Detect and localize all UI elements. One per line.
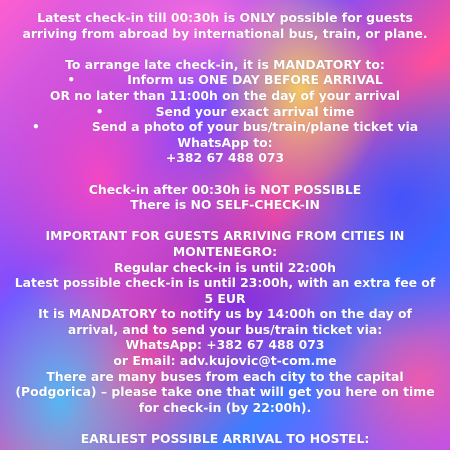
montenegro-heading-1: IMPORTANT FOR GUESTS ARRIVING FROM CITIES IN — [45, 228, 405, 244]
late-checkin-line-2: arriving from abroad by international bus, train, or plane. — [22, 25, 428, 41]
spacer — [0, 41, 450, 57]
requirement-item-2 — [0, 104, 450, 120]
arrange-intro: To arrange late check-in, it is MANDATORY to: — [65, 56, 385, 72]
notice-text — [0, 10, 450, 447]
requirement-item-1-text: Inform us ONE DAY BEFORE ARRIVAL — [127, 72, 383, 88]
whatsapp-phone: +382 67 488 073 — [165, 150, 285, 166]
contact-email: or Email: adv.kujovic@t-com.me — [113, 353, 337, 369]
requirement-item-3-text: Send a photo of your bus/train/plane ticket via — [91, 119, 419, 135]
requirement-item-1 — [0, 72, 450, 88]
buses-line-3: for check-in (by 22:00h). — [138, 399, 312, 415]
no-self-checkin: There is NO SELF-CHECK-IN — [130, 197, 320, 213]
notify-line-1: It is MANDATORY to notify us by 14:00h on the day of — [38, 306, 412, 322]
requirement-item-3 — [0, 119, 450, 135]
earliest-arrival-heading: EARLIEST POSSIBLE ARRIVAL TO HOSTEL: — [80, 431, 370, 447]
latest-checkin-2: 5 EUR — [204, 290, 246, 306]
notify-line-2: arrival, and to send your bus/train ticket via: — [67, 321, 383, 337]
requirement-item-2-text: Send your exact arrival time — [155, 103, 355, 119]
buses-line-2: (Podgorica) – please take one that will get you here on time — [15, 384, 435, 400]
bullet-icon: • — [95, 103, 104, 119]
latest-checkin-1: Latest possible check-in is until 23:00h, with an extra fee of — [14, 275, 436, 291]
spacer — [0, 166, 450, 182]
no-late-checkin: Check-in after 00:30h is NOT POSSIBLE — [88, 181, 362, 197]
late-checkin-line-1: Latest check-in till 00:30h is ONLY possible for guests — [37, 10, 413, 25]
regular-checkin: Regular check-in is until 22:00h — [114, 259, 336, 275]
spacer — [0, 213, 450, 229]
requirement-item-3-cont: WhatsApp to: — [177, 134, 273, 150]
spacer — [0, 415, 450, 431]
montenegro-heading-2: MONTENEGRO: — [172, 243, 278, 259]
bullet-icon: • — [67, 72, 76, 88]
contact-whatsapp: WhatsApp: +382 67 488 073 — [125, 337, 325, 353]
requirement-alternative: OR no later than 11:00h on the day of your arrival — [49, 87, 401, 103]
bullet-icon: • — [31, 119, 40, 135]
buses-line-1: There are many buses from each city to the capital — [46, 368, 404, 384]
